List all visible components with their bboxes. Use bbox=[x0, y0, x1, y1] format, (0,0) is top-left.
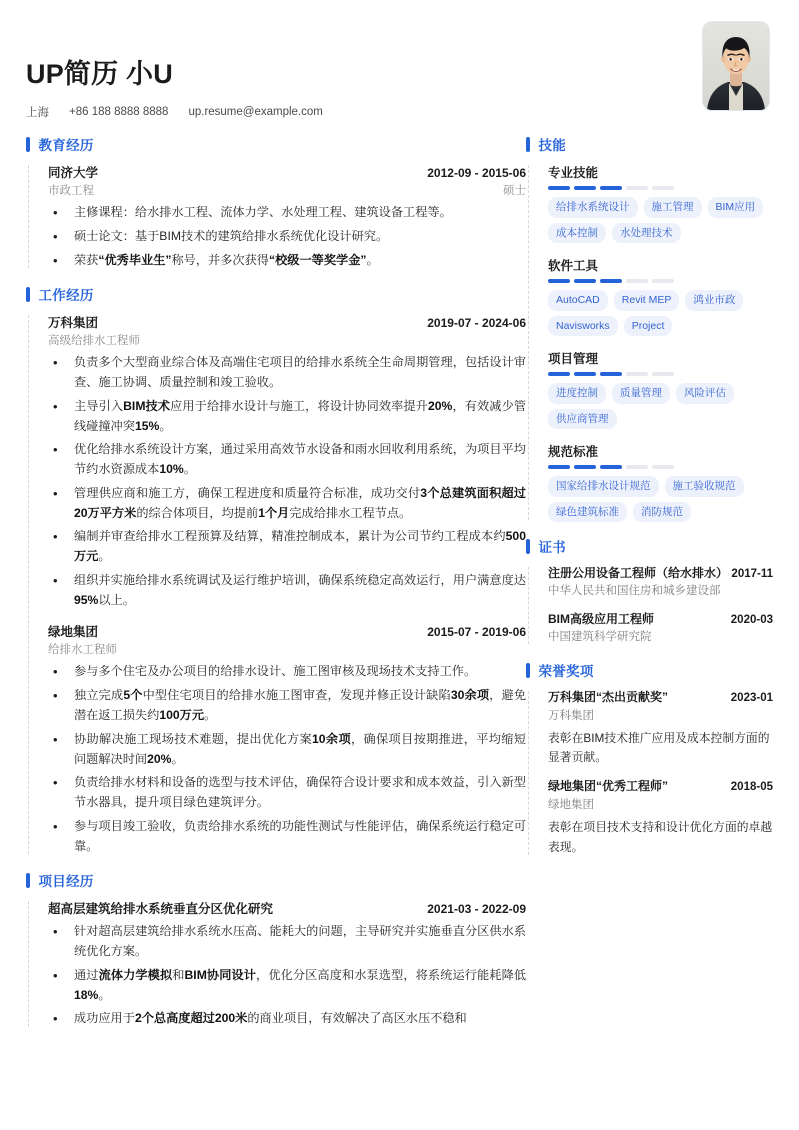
skill-level-segment bbox=[600, 186, 622, 190]
contact-phone: +86 188 8888 8888 bbox=[69, 106, 169, 119]
credential-description: 表彰在BIM技术推广应用及成本控制方面的显著贡献。 bbox=[548, 731, 770, 765]
credential-date: 2017-11 bbox=[731, 568, 773, 580]
entry-organization: 绿地集团 bbox=[48, 625, 99, 640]
skill-tag[interactable]: Revit MEP bbox=[614, 290, 680, 311]
accent-bar-icon bbox=[526, 663, 530, 678]
skill-tag[interactable]: 进度控制 bbox=[548, 383, 606, 404]
credential-header-row bbox=[548, 565, 773, 582]
section-title-skills: 技能 bbox=[538, 138, 567, 153]
entry-role: 给排水工程师 bbox=[48, 644, 117, 657]
experience-entry bbox=[48, 899, 526, 1029]
entry-bullet-list bbox=[48, 662, 526, 856]
credential-entry bbox=[548, 611, 773, 646]
credential-date: 2023-01 bbox=[730, 692, 773, 705]
right-column bbox=[526, 134, 773, 871]
skill-level-segment bbox=[548, 465, 570, 469]
skill-tag-list bbox=[548, 197, 773, 243]
section-header-skills bbox=[526, 134, 773, 154]
skill-level-meter bbox=[548, 186, 773, 190]
left-column bbox=[26, 134, 526, 1043]
skill-level-segment bbox=[626, 279, 648, 283]
credential-title: 万科集团“杰出贡献奖” bbox=[548, 690, 669, 705]
entry-bullet-list bbox=[48, 353, 526, 610]
section-work bbox=[26, 284, 526, 856]
credential-entry bbox=[548, 565, 773, 600]
skill-group bbox=[548, 349, 773, 429]
skill-tag[interactable]: 施工管理 bbox=[644, 197, 702, 218]
credential-entry bbox=[548, 778, 773, 856]
credential-header-row bbox=[548, 611, 773, 628]
skill-tag[interactable]: 施工验收规范 bbox=[665, 476, 744, 497]
entry-date-range: 2019-07 - 2024-06 bbox=[427, 316, 526, 331]
page-title: UP简历 小U bbox=[26, 59, 173, 89]
section-body-education bbox=[27, 163, 526, 270]
entry-degree: 硕士 bbox=[503, 185, 526, 197]
credential-header-row bbox=[548, 689, 773, 706]
skill-level-segment bbox=[548, 279, 570, 283]
contact-row bbox=[26, 90, 773, 120]
skill-group bbox=[548, 442, 773, 522]
entry-bullet-list bbox=[48, 203, 526, 270]
bullet-item: • 负责给排水材料和设备的选型与技术评估，确保符合设计要求和成本效益，引入新型节水器具，提升项目绿色建筑评分。 bbox=[48, 773, 526, 813]
skill-level-segment bbox=[574, 465, 596, 469]
entry-header-row bbox=[48, 622, 526, 640]
credential-title: 注册公用设备工程师（给水排水） bbox=[548, 566, 729, 580]
skill-level-segment bbox=[652, 372, 674, 376]
skill-level-segment bbox=[652, 279, 674, 283]
skill-group-name: 专业技能 bbox=[548, 166, 599, 180]
bullet-item: • 通过流体力学模拟和BIM协同设计，优化分区高度和水泵选型，将系统运行能耗降低18%。 bbox=[48, 966, 526, 1006]
section-title-education: 教育经历 bbox=[38, 138, 94, 153]
credential-issuer: 中华人民共和国住房和城乡建设部 bbox=[548, 585, 721, 598]
bullet-item: • 优化给排水系统设计方案，通过采用高效节水设备和雨水回收利用系统，为项目平均节约水资源成本10%。 bbox=[48, 440, 526, 480]
accent-bar-icon bbox=[26, 287, 30, 302]
skill-group bbox=[548, 256, 773, 336]
skill-tag[interactable]: 给排水系统设计 bbox=[548, 197, 638, 218]
accent-bar-icon bbox=[26, 137, 30, 152]
section-certificates bbox=[526, 536, 773, 646]
experience-entry bbox=[48, 313, 526, 610]
section-awards bbox=[526, 660, 773, 857]
skill-level-segment bbox=[574, 372, 596, 376]
bullet-item: • 成功应用于2个总高度超过200米的商业项目，有效解决了高区水压不稳和 bbox=[48, 1009, 526, 1029]
skill-tag[interactable]: 消防规范 bbox=[633, 502, 691, 523]
section-title-awards: 荣誉奖项 bbox=[538, 664, 594, 680]
entry-date-range: 2015-07 - 2019-06 bbox=[427, 625, 526, 640]
accent-bar-icon bbox=[526, 137, 530, 152]
skill-level-segment bbox=[600, 372, 622, 376]
contact-location: 上海 bbox=[26, 107, 49, 120]
section-body-awards bbox=[527, 689, 773, 857]
entry-header-row bbox=[48, 163, 526, 181]
section-title-work: 工作经历 bbox=[38, 288, 94, 304]
section-header-education bbox=[26, 134, 526, 154]
skill-level-segment bbox=[626, 372, 648, 376]
accent-bar-icon bbox=[26, 873, 30, 888]
skill-tag[interactable]: Project bbox=[624, 316, 673, 337]
credential-description: 表彰在项目技术支持和设计优化方面的卓越表现。 bbox=[548, 820, 773, 854]
skill-tag[interactable]: 国家给排水设计规范 bbox=[548, 476, 659, 497]
skill-level-segment bbox=[548, 372, 570, 376]
bullet-item: • 独立完成5个中型住宅项目的给排水施工图审查，发现并修正设计缺陷30余项，避免潜在返工损失约100万元。 bbox=[48, 686, 526, 726]
skill-level-meter bbox=[548, 279, 773, 283]
skill-group-name: 软件工具 bbox=[548, 259, 599, 273]
section-header-projects bbox=[26, 870, 526, 890]
skill-tag[interactable]: 水处理技术 bbox=[612, 223, 681, 244]
contact-email: up.resume@example.com bbox=[188, 106, 323, 119]
credential-issuer: 中国建筑科学研究院 bbox=[548, 631, 652, 644]
credential-date: 2018-05 bbox=[730, 781, 773, 794]
section-skills bbox=[526, 134, 773, 522]
skill-level-segment bbox=[652, 465, 674, 469]
section-body-certificates bbox=[527, 565, 773, 646]
section-projects bbox=[26, 870, 526, 1029]
section-title-certificates: 证书 bbox=[538, 540, 567, 555]
bullet-item: • 硕士论文：基于BIM技术的建筑给排水系统优化设计研究。 bbox=[48, 227, 526, 247]
skill-tag-list bbox=[548, 290, 773, 336]
bullet-item: • 组织并实施给排水系统调试及运行维护培训，确保系统稳定高效运行，用户满意度达95%以上。 bbox=[48, 571, 526, 611]
skill-level-segment bbox=[600, 279, 622, 283]
skill-level-segment bbox=[574, 279, 596, 283]
entry-role: 市政工程 bbox=[48, 185, 94, 197]
section-header-certificates bbox=[526, 536, 773, 556]
skill-group-name: 规范标准 bbox=[548, 445, 599, 459]
skill-tag-list bbox=[548, 383, 773, 429]
section-education bbox=[26, 134, 526, 270]
credential-title: 绿地集团“优秀工程师” bbox=[548, 779, 669, 794]
entry-organization: 同济大学 bbox=[48, 166, 99, 180]
skill-tag[interactable]: Navisworks bbox=[548, 316, 618, 337]
skill-tag-list bbox=[548, 476, 773, 522]
entry-header-row bbox=[48, 899, 526, 917]
skill-tag[interactable]: AutoCAD bbox=[548, 290, 608, 311]
bullet-item: • 针对超高层建筑给排水系统水压高、能耗大的问题，主导研究并实施垂直分区供水系统优化方案。 bbox=[48, 922, 526, 962]
skill-group bbox=[548, 163, 773, 243]
skill-level-segment bbox=[548, 186, 570, 190]
entry-subtitle-row bbox=[48, 332, 526, 348]
bullet-item: • 负责多个大型商业综合体及高端住宅项目的给排水系统全生命周期管理，包括设计审查、施工协调、质量控制和竣工验收。 bbox=[48, 353, 526, 393]
entry-role: 高级给排水工程师 bbox=[48, 335, 140, 348]
avatar bbox=[703, 22, 769, 110]
skill-level-segment bbox=[600, 465, 622, 469]
skill-tag[interactable]: 质量管理 bbox=[612, 383, 670, 404]
entry-bullet-list bbox=[48, 922, 526, 1029]
skill-tag[interactable]: 鸿业市政 bbox=[685, 290, 743, 311]
bullet-item: • 编制并审查给排水工程预算及结算，精准控制成本，累计为公司节约工程成本约500万元。 bbox=[48, 527, 526, 567]
bullet-item: • 管理供应商和施工方，确保工程进度和质量符合标准，成功交付3个总建筑面积超过20万平方米的综合体项目，均提前1个月完成给排水工程节点。 bbox=[48, 484, 526, 524]
bullet-item: • 主导引入BIM技术应用于给排水设计与施工，将设计协同效率提升20%，有效减少管线碰撞冲突15%。 bbox=[48, 397, 526, 437]
section-body-projects bbox=[27, 899, 526, 1029]
credential-issuer: 万科集团 bbox=[548, 709, 594, 722]
entry-subtitle-row bbox=[48, 182, 526, 198]
skill-level-meter bbox=[548, 372, 773, 376]
experience-entry bbox=[48, 163, 526, 270]
credential-header-row bbox=[548, 778, 773, 795]
portrait-photo-icon bbox=[703, 22, 769, 110]
bullet-item: • 参与项目竣工验收，负责给排水系统的功能性测试与性能评估，确保系统运行稳定可靠。 bbox=[48, 817, 526, 857]
resume-body bbox=[26, 118, 773, 1043]
entry-organization: 超高层建筑给排水系统垂直分区优化研究 bbox=[48, 902, 274, 917]
entry-subtitle-row bbox=[48, 641, 526, 657]
skill-level-segment bbox=[626, 186, 648, 190]
skill-group-name: 项目管理 bbox=[548, 352, 599, 366]
section-header-work bbox=[26, 284, 526, 304]
skill-tag[interactable]: 风险评估 bbox=[676, 383, 734, 404]
skill-level-segment bbox=[574, 186, 596, 190]
resume-header bbox=[26, 0, 773, 118]
entry-header-row bbox=[48, 313, 526, 331]
credential-title: BIM高级应用工程师 bbox=[548, 612, 654, 627]
bullet-item: • 参与多个住宅及办公项目的给排水设计、施工图审核及现场技术支持工作。 bbox=[48, 662, 526, 682]
skill-level-segment bbox=[626, 465, 648, 469]
bullet-item: • 协助解决施工现场技术难题，提出优化方案10余项，确保项目按期推进，平均缩短问题解决时间20%。 bbox=[48, 730, 526, 770]
skill-tag[interactable]: BIM应用 bbox=[708, 197, 764, 218]
skill-tag[interactable]: 绿色建筑标准 bbox=[548, 502, 627, 523]
experience-entry bbox=[48, 622, 526, 856]
section-title-projects: 项目经历 bbox=[38, 874, 94, 890]
entry-date-range: 2021-03 - 2022-09 bbox=[427, 902, 526, 917]
credential-issuer: 绿地集团 bbox=[548, 798, 594, 811]
skill-tag[interactable]: 供应商管理 bbox=[548, 409, 617, 430]
skill-level-meter bbox=[548, 465, 773, 469]
entry-date-range: 2012-09 - 2015-06 bbox=[427, 166, 526, 180]
credential-date: 2020-03 bbox=[730, 614, 773, 627]
bullet-item: • 主修课程：给水排水工程、流体力学、水处理工程、建筑设备工程等。 bbox=[48, 203, 526, 223]
section-body-skills bbox=[527, 163, 773, 522]
entry-organization: 万科集团 bbox=[48, 316, 99, 331]
skill-tag[interactable]: 成本控制 bbox=[548, 223, 606, 244]
skill-level-segment bbox=[652, 186, 674, 190]
credential-entry bbox=[548, 689, 773, 767]
bullet-item: • 荣获“优秀毕业生”称号，并多次获得“校级一等奖学金”。 bbox=[48, 251, 526, 271]
accent-bar-icon bbox=[526, 539, 530, 554]
section-header-awards bbox=[526, 660, 773, 680]
section-body-work bbox=[27, 313, 526, 856]
